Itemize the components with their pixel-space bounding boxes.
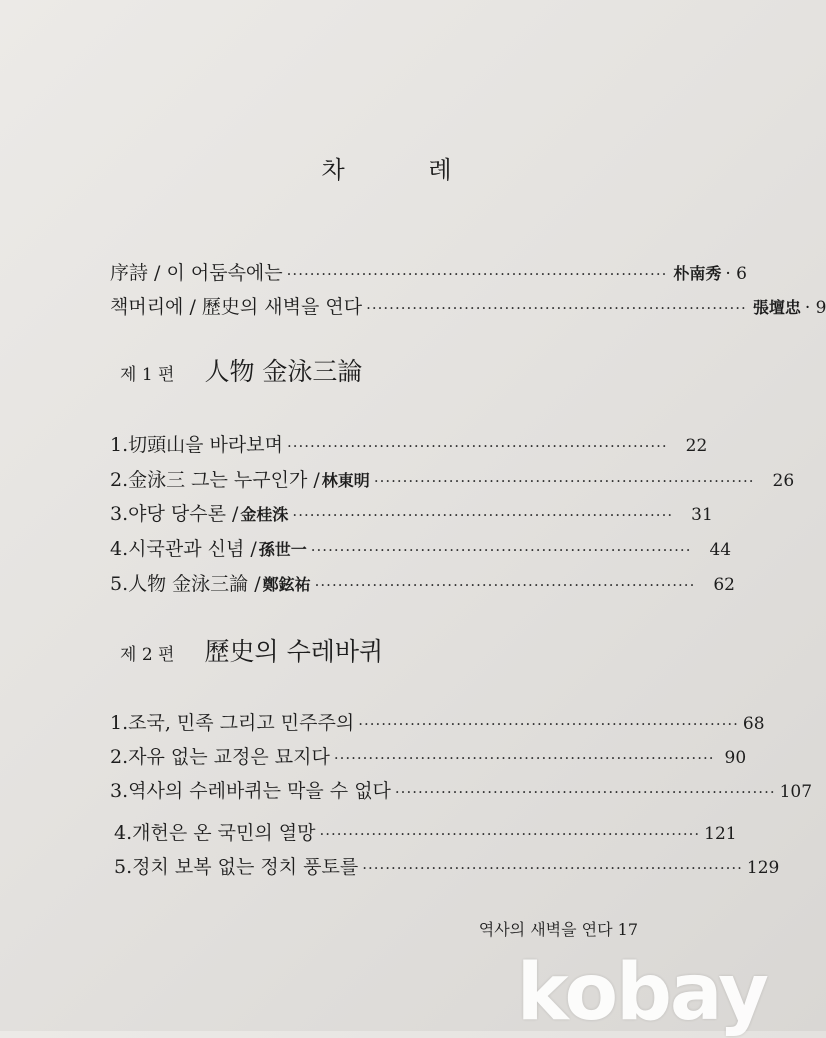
item-page: 129: [746, 858, 780, 878]
item-page: 107: [779, 782, 813, 802]
part2-item-3: [110, 776, 813, 803]
entry-author: 張壇忠: [752, 298, 801, 317]
item-page: 62: [713, 575, 735, 595]
item-number: 4.: [114, 822, 133, 844]
item-page: 26: [772, 471, 795, 491]
entry-page: · 6: [725, 264, 747, 284]
part1-item-2: [110, 465, 795, 492]
item-text: 자유 없는 교정은 묘지다: [128, 746, 330, 768]
item-text: 역사의 수레바퀴는 막을 수 없다: [128, 780, 391, 802]
entry-author: 朴南秀: [673, 264, 722, 283]
part-1-heading: [120, 352, 362, 388]
part2-item-2: [110, 742, 747, 769]
kobay-watermark: kobay: [516, 948, 767, 1038]
item-number: 2.: [110, 746, 129, 768]
part-title: 歷史의 수레바퀴: [204, 637, 384, 666]
leader-dots: ··································································: [362, 859, 743, 877]
item-text: 조국, 민족 그리고 민주주의: [128, 712, 355, 734]
leader-dots: ··································································: [366, 299, 747, 317]
front-entry-2: [106, 292, 826, 319]
item-number: 1.: [110, 434, 129, 456]
item-number: 4.: [110, 538, 129, 560]
item-page: 68: [742, 714, 765, 734]
leader-dots: ··································································: [286, 437, 668, 455]
item-number: 1.: [110, 712, 129, 734]
part-2-heading: [120, 632, 383, 668]
entry-text: 책머리에 / 歷史의 새벽을 연다: [110, 296, 363, 318]
part2-item-4: [114, 818, 737, 845]
item-text: 정치 보복 없는 정치 풍토를: [132, 856, 359, 878]
item-text: 切頭山을 바라보며: [128, 434, 283, 456]
item-text: 人物 金泳三論 /: [128, 573, 261, 595]
part-label: 제 2 편: [120, 645, 175, 665]
leader-dots: ··································································: [333, 749, 715, 767]
part-title: 人物 金泳三論: [204, 357, 363, 386]
item-number: 5.: [110, 573, 129, 595]
item-text: 야당 당수론 /: [128, 503, 239, 525]
part2-item-1: [110, 708, 765, 735]
item-text: 개헌은 온 국민의 열망: [132, 822, 316, 844]
item-page: 31: [691, 505, 713, 525]
item-number: 5.: [114, 856, 133, 878]
leader-dots: ··································································: [319, 825, 701, 843]
item-page: 90: [724, 748, 747, 768]
item-number: 3.: [110, 780, 129, 802]
item-page: 121: [704, 824, 737, 844]
item-author: 孫世一: [258, 540, 307, 559]
item-text: 金泳三 그는 누구인가 /: [128, 469, 320, 491]
part-label: 제 1 편: [120, 365, 175, 385]
item-page: 44: [709, 540, 732, 560]
entry-page: · 9: [804, 298, 826, 318]
part1-item-4: [110, 534, 732, 561]
item-number: 3.: [110, 503, 129, 525]
part1-item-1: [110, 430, 708, 457]
part1-item-5: [110, 569, 735, 596]
item-page: 22: [685, 436, 708, 456]
item-number: 2.: [110, 469, 129, 491]
entry-text: 序詩 / 이 어둠속에는: [110, 262, 283, 284]
front-entry-1: [106, 258, 747, 285]
item-author: 金桂洙: [240, 505, 289, 524]
running-footer: 역사의 새벽을 연다 17: [478, 920, 638, 939]
leader-dots: ··································································: [373, 472, 755, 490]
item-author: 林東明: [321, 471, 370, 490]
leader-dots: ··································································: [286, 265, 668, 283]
toc-title: 차 례: [321, 156, 490, 184]
part2-item-5: [114, 852, 780, 879]
item-author: 鄭鉉祐: [262, 575, 311, 594]
leader-dots: ··································································: [394, 783, 776, 801]
part1-item-3: [110, 499, 713, 526]
leader-dots: ··································································: [292, 506, 674, 524]
leader-dots: ··································································: [310, 541, 692, 559]
item-text: 시국관과 신념 /: [128, 538, 257, 560]
leader-dots: ··································································: [358, 715, 739, 733]
leader-dots: ··································································: [314, 576, 696, 594]
